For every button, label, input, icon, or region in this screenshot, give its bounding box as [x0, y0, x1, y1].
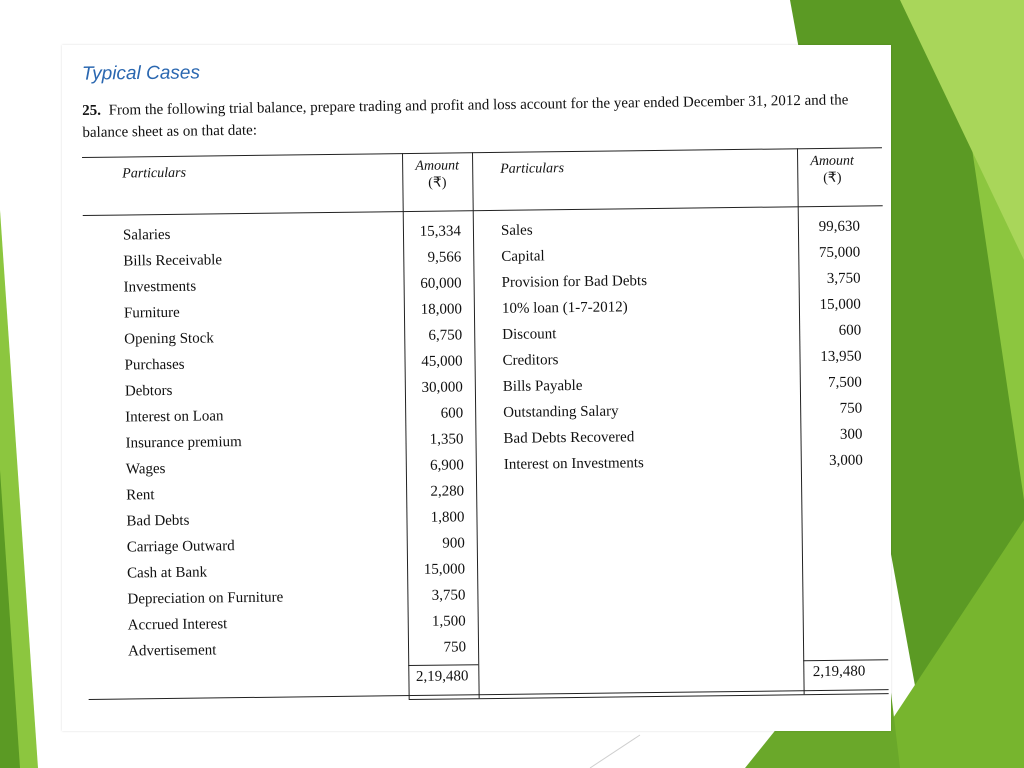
section-heading: Typical Cases	[81, 62, 201, 85]
table-row: Discount	[502, 326, 557, 343]
right-amount-column	[798, 214, 863, 475]
column-divider-middle	[472, 152, 480, 698]
table-cell-amount: 99,630	[818, 218, 861, 236]
left-particulars-column	[123, 219, 398, 664]
table-row: Capital	[501, 248, 545, 265]
table-top-rule	[82, 147, 882, 158]
table-cell-amount: 15,000	[819, 296, 861, 313]
table-row: Bills Payable	[502, 377, 583, 395]
table-row: Purchases	[124, 356, 185, 374]
left-total-top-rule	[408, 664, 478, 666]
table-row: Rent	[126, 487, 155, 504]
table-cell-amount: 6,750	[428, 327, 463, 344]
table-row: Bills Receivable	[123, 252, 223, 270]
header-left-amount	[402, 158, 472, 192]
table-cell-amount: 600	[838, 322, 862, 339]
table-row: Insurance premium	[125, 434, 242, 452]
left-total: 2,19,480	[415, 668, 469, 685]
table-row: Advertisement	[127, 642, 217, 660]
table-row: Wages	[125, 461, 166, 478]
table-cell-amount: 900	[442, 535, 465, 552]
table-row: Furniture	[123, 304, 180, 322]
document-page	[62, 45, 891, 731]
header-right-amount-label: Amount	[810, 153, 855, 170]
table-cell-amount: 1,800	[430, 509, 465, 526]
table-cell-amount: 750	[839, 400, 863, 417]
table-row: Bad Debts Recovered	[503, 429, 635, 447]
table-cell-amount: 750	[443, 639, 467, 656]
table-row: Carriage Outward	[126, 538, 235, 556]
question-number: 25.	[82, 102, 102, 119]
table-row: 10% loan (1-7-2012)	[501, 299, 628, 317]
table-row: Debtors	[124, 382, 173, 400]
header-left-particulars: Particulars	[122, 165, 187, 182]
table-cell-amount: 75,000	[818, 244, 861, 262]
header-right-amount	[797, 153, 867, 187]
table-cell-amount: 18,000	[420, 301, 463, 318]
left-amount-column	[403, 218, 466, 661]
table-cell-amount: 3,750	[431, 587, 466, 604]
table-row: Interest on Investments	[503, 455, 644, 473]
table-row: Opening Stock	[124, 330, 214, 348]
header-left-amount-label: Amount	[415, 158, 460, 174]
table-cell-amount: 1,500	[431, 613, 466, 630]
table-row: Provision for Bad Debts	[501, 273, 648, 291]
table-cell-amount: 45,000	[421, 353, 463, 370]
table-cell-amount: 15,000	[423, 561, 466, 578]
table-cell-amount: 7,500	[827, 374, 862, 391]
table-row: Depreciation on Furniture	[127, 589, 284, 608]
table-row: Creditors	[502, 352, 559, 369]
table-row: Cash at Bank	[127, 564, 208, 582]
table-cell-amount: 600	[440, 405, 464, 422]
table-cell-amount: 15,334	[419, 223, 462, 240]
table-row: Interest on Loan	[125, 408, 224, 426]
header-left-amount-unit: (₹)	[428, 175, 447, 191]
table-cell-amount: 3,000	[828, 452, 863, 469]
table-cell-amount: 60,000	[420, 275, 462, 292]
table-cell-amount: 3,750	[826, 270, 861, 287]
right-particulars-column	[501, 214, 794, 478]
trial-balance-table	[61, 35, 898, 731]
table-cell-amount: 13,950	[820, 348, 862, 365]
table-row: Investments	[123, 278, 197, 296]
table-cell-amount: 6,900	[429, 457, 464, 474]
table-row: Bad Debts	[126, 512, 190, 530]
table-row: Salaries	[122, 226, 171, 244]
right-total: 2,19,480	[812, 663, 866, 681]
header-right-amount-unit: (₹)	[823, 170, 842, 186]
table-cell-amount: 30,000	[421, 379, 463, 396]
table-cell-amount: 1,350	[429, 431, 464, 448]
header-right-particulars: Particulars	[500, 161, 565, 177]
table-cell-amount: 2,280	[430, 483, 465, 500]
table-row: Sales	[500, 222, 533, 239]
table-cell-amount: 9,566	[427, 249, 462, 266]
right-total-top-rule	[803, 659, 888, 661]
table-cell-amount: 300	[839, 426, 863, 443]
table-row: Accrued Interest	[127, 616, 228, 634]
question-body: From the following trial balance, prepare trading and profit and loss account for the year ended December 31, 2012 and the balance sheet as on that date:	[82, 92, 849, 141]
table-row: Outstanding Salary	[503, 403, 619, 421]
